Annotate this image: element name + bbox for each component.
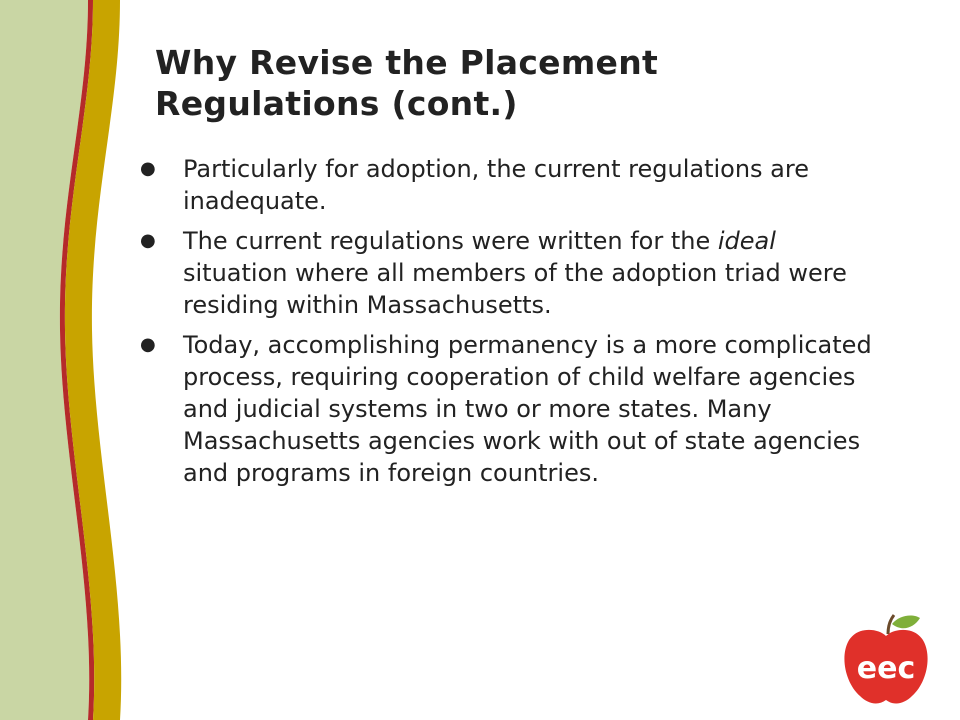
bullet-list	[140, 153, 880, 489]
bullet-text-1: Particularly for adoption, the current regulations are inadequate.	[183, 155, 809, 215]
bullet-item-1	[140, 153, 880, 217]
bullet-text-2-emphasis: ideal	[717, 227, 776, 255]
left-wave-decoration	[0, 0, 140, 720]
apple-eec-logo-icon	[838, 612, 934, 708]
bullet-item-2	[140, 225, 880, 321]
title-line-2: Regulations (cont.)	[155, 84, 518, 123]
apple-leaf	[892, 616, 920, 629]
bullet-text-2b: situation where all members of the adoption triad were residing within Massachusetts.	[183, 259, 847, 319]
bullet-dot-icon: ●	[140, 230, 156, 251]
logo-text: eec	[856, 651, 916, 686]
bullet-dot-icon: ●	[140, 158, 156, 179]
slide-title	[155, 42, 895, 124]
bullet-text-2a: The current regulations were written for the	[183, 227, 718, 255]
title-line-1: Why Revise the Placement	[155, 43, 659, 82]
bullet-text-3: Today, accomplishing permanency is a more complicated process, requiring cooperation of child welfare agencies and judicial systems in two or more states. Many Massachusetts agencies work with out of state agencies and programs in foreign countries.	[183, 331, 872, 487]
bullet-item-3	[140, 329, 880, 489]
bullet-dot-icon: ●	[140, 334, 156, 355]
